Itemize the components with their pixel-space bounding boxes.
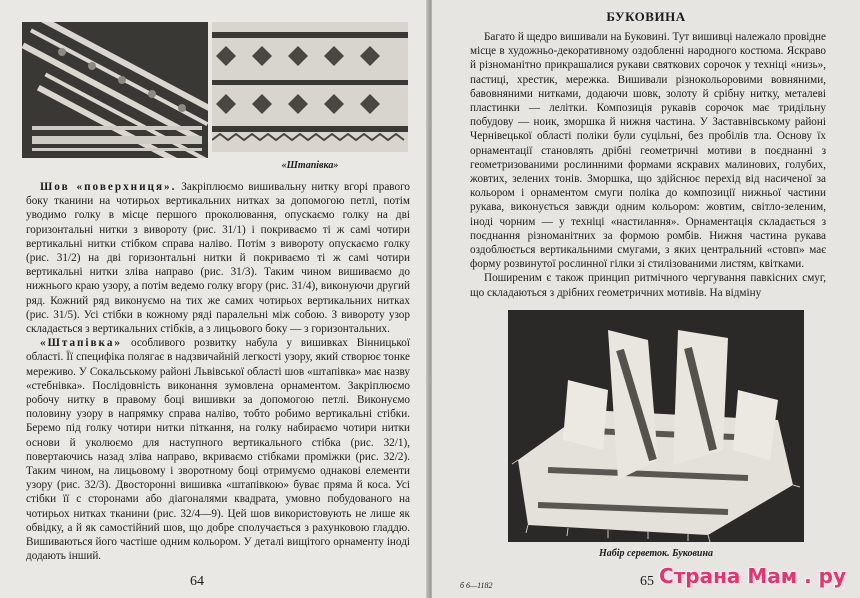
section-heading: БУКОВИНА [606, 9, 686, 24]
shtapivka-sample-photo [212, 22, 408, 152]
printer-signature: б 6—1182 [460, 581, 493, 590]
paragraph-text: особливого розвитку набула у вишивках Вінницької області. Її специфіка полягає в надзвичайній легкості узору, який створює тонке мереживо. У Сокальському районі Львівської області шов «штапівка» має назву «стебнівка». Послідовність виконання зумовлена орнаментом. Закріплюємо робочу нитку в правому боці вишивки за допомогою петлі. Виконуємо половину узору в напрямку справа наліво, тобто робимо вертикальні стібки. Беремо під голку чотири нитки піткання, на голку набираємо чотири нитки основи й уколюємо для наступного вертикального стібка (рис. 32/1), повертаючись назад зліва направо, вкриваємо стібками проміжки (рис. 32/2). Таким чином, на лицьовому і зворотному боці отримуємо однакові елементи узору (рис. 32/3). Двосторонні вишивка «штапівкою» буває пряма й коса. Усі стібки її с сторонами або діагоналями квадрата, умовно побудованого на чотирьох нитках тканини (рис. 32/4—9). Цей шов використовують не лише як обвідку, а й як самостійний шов, що добре сполучається з рахунковою гладдю. Вишиваються його частіше одним кольором. У деталі вищітого орнаменту іноді додають інший. [26, 337, 410, 563]
paragraph-poverkhnytsia [26, 180, 410, 336]
left-page-text [26, 180, 410, 563]
paragraph-bukovyna-intro: Багато й щедро вишивали на Буковині. Тут вишивці належало провідне місце в художньо-декоративному оздобленні народного костюма. Яскраво й різноманітно прикрашалися рукави святкових сорочок у техніці «низь», пастиці, хрестик, мережка. Вишивали різнокольоровими вовняними, бавовняними нитками, додаючи шовк, золоту й срібну нитку, металеві пластинки — лелітки. Композиція рукавів сорочок має тридільну побудову — ноик, змoршка й нижня частина. У Заставнівському районі Чернівецької області поліки були суцільні, без пробілів тла. Основу їх орнаментації становлять дрібні геометричні мотиви в поєднанні з геометризованими рослинними формами яскравих малинових, голубих, жовтих, зелених тонів. Змoршка, що здійснює перехід від насиченої за кольором і орнаментом смуги поліка до композиції нижньої частини рукава, виконується завжди одним кольором: жовтим, світло-зеленим, іноді чорним — у техніці «настилання». Орнаментація складається з поєднання різноманітних за формою ромбів. Нижня частина рукава оздоблюється вертикальними смугами, з яких центральний «стовп» має форму розвинутої рослинної гілки зі стилізованими листям, квітками. [470, 31, 826, 271]
shtapivka-pattern-image [212, 22, 408, 152]
term-shtapivka: «Штапівка» [40, 337, 123, 350]
site-watermark: Страна Мам . ру [659, 564, 846, 588]
napkin-set-photo [508, 310, 804, 542]
paragraph-shtapivka [26, 336, 410, 563]
napkin-set-image [508, 310, 804, 542]
page-number-right: 65 [640, 574, 654, 589]
embroidery-sample-photo [22, 22, 208, 158]
term-poverkhnytsia: Шов «поверхниця». [40, 181, 177, 193]
right-page-text [470, 30, 826, 300]
page-number-left: 64 [190, 574, 204, 589]
paragraph-bukovyna-rhythm: Поширеним є також принцип ритмічного чергування павкісних смуг, що складаються з дрібних геометричних мотивів. На відміну [470, 272, 826, 299]
napkin-caption: Набір серветок. Буковина [598, 548, 714, 559]
embroidery-pattern-image [22, 22, 208, 158]
left-page [0, 0, 428, 598]
shtapivka-caption: «Штапівка» [281, 160, 339, 171]
paragraph-text: Закріплюємо вишивальну нитку вгорі правого боку тканини на чотирьох вертикальних нитках за допомогою петлі, потім уводимо голку в місце першого проколювання, опускаємо голку на дві горизонтальні нитки з вивороту (рис. 31/1) і покриваємо ті ж самі чотири вертикальні нитки стібком справа наліво. Потім з вивороту опускаємо голку (рис. 31/2) на дві горизонтальні нитки й покриваємо ті ж самі чотири вертикальні нитки зліва направо (рис. 31/3). Таким чином вишиваємо до нижнього краю узору, а потім ведемо голку вгору (рис. 31/4), виконуючи другий ряд. Кожний ряд виконуємо на тих же самих чотирьох вертикальних нитках (рис. 31/5). Усі стібки в кожному ряді паралельні між собою. З вивороту узор складається з вертикальних стібків, а з лицьового боку — з горизонтальних. [26, 181, 410, 336]
